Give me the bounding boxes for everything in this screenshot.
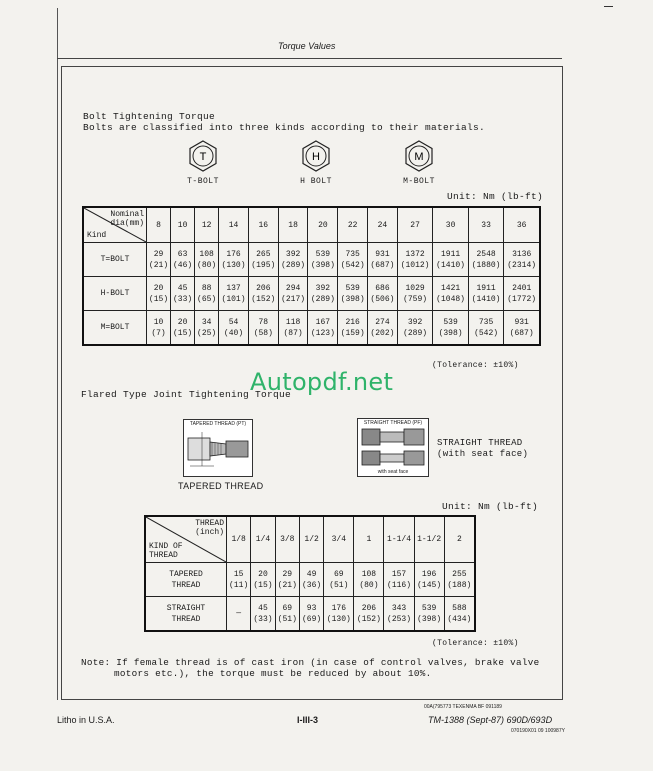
- thread-size-header: 1/8: [227, 516, 251, 563]
- m-bolt-icon: [403, 140, 435, 172]
- watermark-text: Autopdf.net: [250, 368, 394, 396]
- t-bolt-label: T-BOLT: [187, 177, 219, 186]
- bolt-letter: M: [414, 151, 424, 163]
- bolt-torque-cell: 1911 (1410): [468, 277, 504, 311]
- bolt-diameter-header: 22: [338, 207, 368, 243]
- thread-torque-cell: 196 (145): [414, 563, 444, 597]
- bolt-section-title: Bolt Tightening Torque: [83, 111, 216, 122]
- thread-torque-cell: 69 (51): [324, 563, 354, 597]
- bolt-diameter-header: 36: [504, 207, 540, 243]
- bolt-letter: H: [312, 151, 320, 163]
- h-bolt-icon: [300, 140, 332, 172]
- bolt-torque-cell: 34 (25): [195, 311, 219, 346]
- bolt-torque-cell: 20 (15): [171, 311, 195, 346]
- bolt-torque-cell: 392 (289): [308, 277, 338, 311]
- bolt-diameter-header: 16: [248, 207, 278, 243]
- thread-torque-cell: 255 (188): [444, 563, 475, 597]
- thread-torque-cell: 49 (36): [299, 563, 323, 597]
- thread-torque-cell: 176 (130): [324, 597, 354, 632]
- thread-table-corner-top: THREAD (inch): [195, 519, 224, 537]
- bolt-section-subtitle: Bolts are classified into three kinds according to their materials.: [83, 122, 486, 133]
- bolt-diameter-header: 10: [171, 207, 195, 243]
- thread-torque-cell: 343 (253): [384, 597, 414, 632]
- bolt-kind-label: M=BOLT: [83, 311, 147, 346]
- footer-page-number: I-III-3: [297, 715, 319, 725]
- bolt-torque-cell: 392 (289): [397, 311, 433, 346]
- bolt-diameter-header: 20: [308, 207, 338, 243]
- bolt-tolerance-note: (Tolerance: ±10%): [432, 361, 519, 370]
- bolt-diameter-header: 18: [278, 207, 308, 243]
- thread-kind-label: STRAIGHT THREAD: [145, 597, 227, 632]
- corner-mark: [604, 6, 613, 7]
- bolt-kind-label: H-BOLT: [83, 277, 147, 311]
- bolt-torque-cell: 3136 (2314): [504, 243, 540, 277]
- thread-size-header: 3/8: [275, 516, 299, 563]
- bolt-torque-cell: 45 (33): [171, 277, 195, 311]
- note-line-2: motors etc.), the torque must be reduced by about 10%.: [114, 668, 432, 679]
- bolt-table-corner-top: Nominal dia(mm): [110, 210, 144, 228]
- bolt-table-corner-bottom: Kind: [87, 231, 107, 240]
- bolt-table-row: [83, 311, 540, 346]
- tapered-thread-caption: TAPERED THREAD: [178, 481, 264, 491]
- thread-torque-cell: 206 (152): [354, 597, 384, 632]
- bolt-torque-cell: 265 (195): [248, 243, 278, 277]
- bolt-table-row: [83, 243, 540, 277]
- bolt-torque-cell: 539 (398): [433, 311, 469, 346]
- bolt-table-header-row: [83, 207, 540, 243]
- bolt-torque-cell: 118 (87): [278, 311, 308, 346]
- thread-kind-label: TAPERED THREAD: [145, 563, 227, 597]
- thread-size-header: 1-1/4: [384, 516, 414, 563]
- thread-torque-cell: 45 (33): [251, 597, 275, 632]
- thread-table-row: [145, 563, 475, 597]
- bolt-torque-cell: 2401 (1772): [504, 277, 540, 311]
- bolt-table-corner-cell: [83, 207, 147, 243]
- h-bolt-figure: [293, 140, 339, 186]
- bolt-torque-cell: 54 (40): [219, 311, 249, 346]
- thread-torque-cell: 20 (15): [251, 563, 275, 597]
- bolt-torque-cell: 176 (130): [219, 243, 249, 277]
- bolt-diameter-header: 27: [397, 207, 433, 243]
- thread-size-header: 1-1/2: [414, 516, 444, 563]
- bolt-diameter-header: 8: [147, 207, 171, 243]
- bolt-torque-cell: 2548 (1880): [468, 243, 504, 277]
- footer-manual-id: TM-1388 (Sept-87) 690D/693D: [428, 715, 553, 725]
- straight-thread-caption-sub: (with seat face): [437, 449, 529, 459]
- t-bolt-icon: [187, 140, 219, 172]
- bolt-torque-cell: 137 (101): [219, 277, 249, 311]
- bolt-torque-cell: 686 (506): [368, 277, 398, 311]
- thread-torque-cell: 157 (116): [384, 563, 414, 597]
- bolt-diameter-header: 30: [433, 207, 469, 243]
- straight-inset-sub: with seat face: [377, 469, 409, 475]
- h-bolt-label: H BOLT: [300, 177, 332, 186]
- bolt-table-row: [83, 277, 540, 311]
- bolt-diameter-header: 12: [195, 207, 219, 243]
- bolt-torque-cell: 735 (542): [338, 243, 368, 277]
- bolt-torque-cell: 108 (80): [195, 243, 219, 277]
- bolt-torque-cell: 392 (289): [278, 243, 308, 277]
- thread-size-header: 3/4: [324, 516, 354, 563]
- bolt-torque-cell: 20 (15): [147, 277, 171, 311]
- bolt-torque-cell: 78 (58): [248, 311, 278, 346]
- straight-inset-label: STRAIGHT THREAD (PF): [363, 420, 423, 426]
- bolt-torque-cell: 931 (687): [368, 243, 398, 277]
- page-header-title: Torque Values: [278, 41, 336, 51]
- bolt-torque-cell: 539 (398): [338, 277, 368, 311]
- bolt-torque-table: [82, 206, 541, 346]
- bolt-torque-cell: 1372 (1012): [397, 243, 433, 277]
- bolt-torque-cell: 735 (542): [468, 311, 504, 346]
- thread-size-header: 1: [354, 516, 384, 563]
- bolt-diameter-header: 14: [219, 207, 249, 243]
- m-bolt-figure: [396, 140, 442, 186]
- bolt-torque-cell: 216 (159): [338, 311, 368, 346]
- thread-torque-cell: 539 (398): [414, 597, 444, 632]
- bolt-torque-cell: 294 (217): [278, 277, 308, 311]
- bolt-unit-label: Unit: Nm (lb-ft): [447, 191, 544, 202]
- tapered-thread-diagram: [183, 419, 253, 477]
- thread-table-header-row: [145, 516, 475, 563]
- bolt-torque-cell: 167 (123): [308, 311, 338, 346]
- flared-torque-table: [144, 515, 476, 632]
- straight-fitting-icon: [358, 419, 428, 476]
- flared-tolerance-note: (Tolerance: ±10%): [432, 639, 519, 648]
- thread-table-corner-cell: [145, 516, 227, 563]
- bolt-torque-cell: 1421 (1048): [433, 277, 469, 311]
- bolt-letter: T: [199, 151, 207, 163]
- thread-size-header: 1/4: [251, 516, 275, 563]
- bolt-torque-cell: 10 (7): [147, 311, 171, 346]
- thread-torque-cell: 29 (21): [275, 563, 299, 597]
- bolt-kind-label: T=BOLT: [83, 243, 147, 277]
- thread-size-header: 1/2: [299, 516, 323, 563]
- bolt-torque-cell: 206 (152): [248, 277, 278, 311]
- note-line-1: Note: If female thread is of cast iron (in case of control valves, brake valve: [81, 657, 540, 668]
- footer-litho: Litho in U.S.A.: [57, 715, 115, 725]
- straight-thread-caption: STRAIGHT THREAD: [437, 438, 523, 448]
- m-bolt-label: M-BOLT: [403, 177, 435, 186]
- bolt-torque-cell: 274 (202): [368, 311, 398, 346]
- thread-table-corner-bottom: KIND OF THREAD: [149, 542, 183, 560]
- flared-unit-label: Unit: Nm (lb-ft): [442, 501, 539, 512]
- bolt-torque-cell: 1911 (1410): [433, 243, 469, 277]
- straight-thread-diagram: [357, 418, 429, 477]
- thread-torque-cell: —: [227, 597, 251, 632]
- bolt-diameter-header: 24: [368, 207, 398, 243]
- header-rule: [57, 58, 562, 59]
- thread-torque-cell: 69 (51): [275, 597, 299, 632]
- thread-torque-cell: 108 (80): [354, 563, 384, 597]
- thread-size-header: 2: [444, 516, 475, 563]
- footer-small-code: 070190X01 09 100987Y: [511, 728, 565, 734]
- flared-section-title: Flared Type Joint Tightening Torque: [81, 389, 292, 400]
- tapered-inset-label: TAPERED THREAD (PT): [189, 421, 247, 427]
- thread-torque-cell: 93 (69): [299, 597, 323, 632]
- bolt-diameter-header: 33: [468, 207, 504, 243]
- bolt-torque-cell: 63 (46): [171, 243, 195, 277]
- reference-code: 00A(795773 TEXENMA BF 091189: [424, 704, 502, 710]
- tapered-fitting-icon: [184, 420, 252, 476]
- t-bolt-figure: [180, 140, 226, 186]
- bolt-torque-cell: 88 (65): [195, 277, 219, 311]
- bolt-torque-cell: 1029 (759): [397, 277, 433, 311]
- thread-torque-cell: 15 (11): [227, 563, 251, 597]
- bolt-torque-cell: 29 (21): [147, 243, 171, 277]
- thread-table-row: [145, 597, 475, 632]
- thread-torque-cell: 588 (434): [444, 597, 475, 632]
- bolt-torque-cell: 539 (398): [308, 243, 338, 277]
- bolt-torque-cell: 931 (687): [504, 311, 540, 346]
